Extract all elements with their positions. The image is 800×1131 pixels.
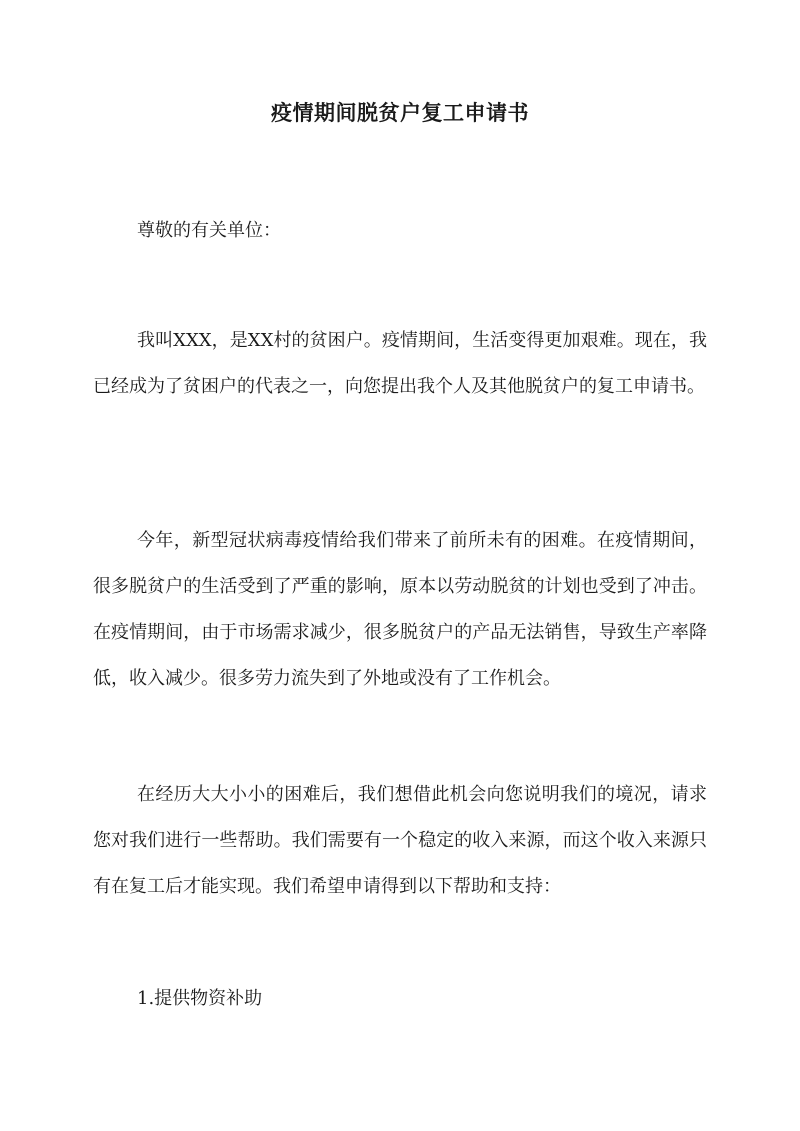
paragraph-intro: 我叫XXX，是XX村的贫困户。疫情期间，生活变得更加艰难。现在，我已经成为了贫困户的代表之一，向您提出我个人及其他脱贫户的复工申请书。 xyxy=(93,330,707,397)
salutation: 尊敬的有关单位： xyxy=(137,220,281,241)
paragraph-request: 在经历大大小小的困难后，我们想借此机会向您说明我们的境况，请求您对我们进行一些帮助。我们需要有一个稳定的收入来源，而这个收入来源只有在复工后才能实现。我们希望申请得到以下帮助和支持： xyxy=(93,784,707,897)
paragraph-difficulties: 今年，新型冠状病毒疫情给我们带来了前所未有的困难。在疫情期间，很多脱贫户的生活受到了严重的影响，原本以劳动脱贫的计划也受到了冲击。在疫情期间，由于市场需求减少，很多脱贫户的产品无法销售，导致生产率降低，收入减少。很多劳力流失到了外地或没有了工作机会。 xyxy=(93,530,707,689)
list-item: 1.提供物资补助 xyxy=(137,988,263,1009)
document-title: 疫情期间脱贫户复工申请书 xyxy=(271,100,529,125)
